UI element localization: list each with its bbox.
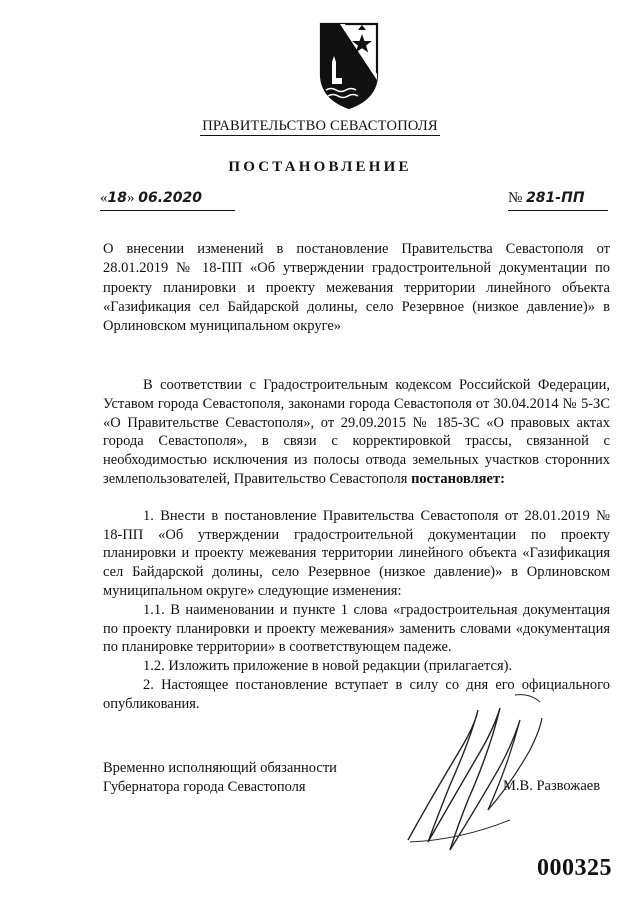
signatory-position-line2: Губернатора города Севастополя (103, 778, 306, 795)
date-open-quote: « (100, 190, 108, 206)
document-type-heading: ПОСТАНОВЛЕНИЕ (228, 159, 412, 175)
resolves-word: постановляет: (411, 470, 505, 487)
preamble-paragraph (103, 376, 610, 489)
item-2-paragraph: 2. Настоящее постановление вступает в силу со дня его официального опубликования. (103, 676, 610, 712)
government-name (0, 118, 640, 135)
document-number (508, 190, 608, 211)
document-date (100, 190, 235, 211)
date-close-quote: » (126, 190, 135, 206)
government-name-text: ПРАВИТЕЛЬСТВО СЕВАСТОПОЛЯ (202, 118, 438, 134)
handwritten-signature (390, 690, 560, 860)
preamble-text: В соответствии с Градостроительным кодексом Российской Федерации, Уставом города Севастополя, законами города Севастополя от 30.04.2014 № 5-ЗС «О Правительстве Севастополя», от 29.09.2015 № 185-ЗС «О правовых актах города Севастополя», в связи с корректировкой трассы, связанной с необходимостью исключения из полосы отвода земельных участков сторонних землепользователей, Правительство Севастополя (103, 377, 610, 487)
number-value: 281-ПП (526, 190, 585, 206)
item-1-1-paragraph: 1.1. В наименовании и пункте 1 слова «градостроительная документация по проекту планировки и проекту межевания» заменить словами «документация по планировке территории» в соответствующем падеже. (103, 601, 610, 656)
number-prefix: № (508, 190, 523, 206)
item-1-2-paragraph: 1.2. Изложить приложение в новой редакции (прилагается). (143, 658, 513, 675)
document-body (103, 376, 610, 714)
date-day: 18 (107, 190, 127, 206)
signatory-position (103, 759, 337, 797)
date-month-year: 06.2020 (138, 190, 202, 206)
document-title: О внесении изменений в постановление Правительства Севастополя от 28.01.2019 № 18-ПП «Об утверждении градостроительной документации по проекту планировки и проекту межевания территории линейного объекта «Газификация сел Байдарской долины, село Резервное (низкое давление)» в Орлиновском муниципальном округе» (103, 241, 610, 335)
serial-number: 000325 (537, 855, 612, 881)
coat-of-arms-icon (318, 22, 380, 110)
signatory-position-line1: Временно исполняющий обязанности (103, 760, 337, 776)
item-1-paragraph: 1. Внести в постановление Правительства Севастополя от 28.01.2019 № 18-ПП «Об утверждении градостроительной документации по проекту планировки и проекту межевания территории линейного объекта «Газификация сел Байдарской долины, село Резервное (низкое давление)» в Орлиновском муниципальном округе» следующие изменения: (103, 507, 610, 599)
signatory-name: М.В. Развожаев (503, 778, 601, 794)
